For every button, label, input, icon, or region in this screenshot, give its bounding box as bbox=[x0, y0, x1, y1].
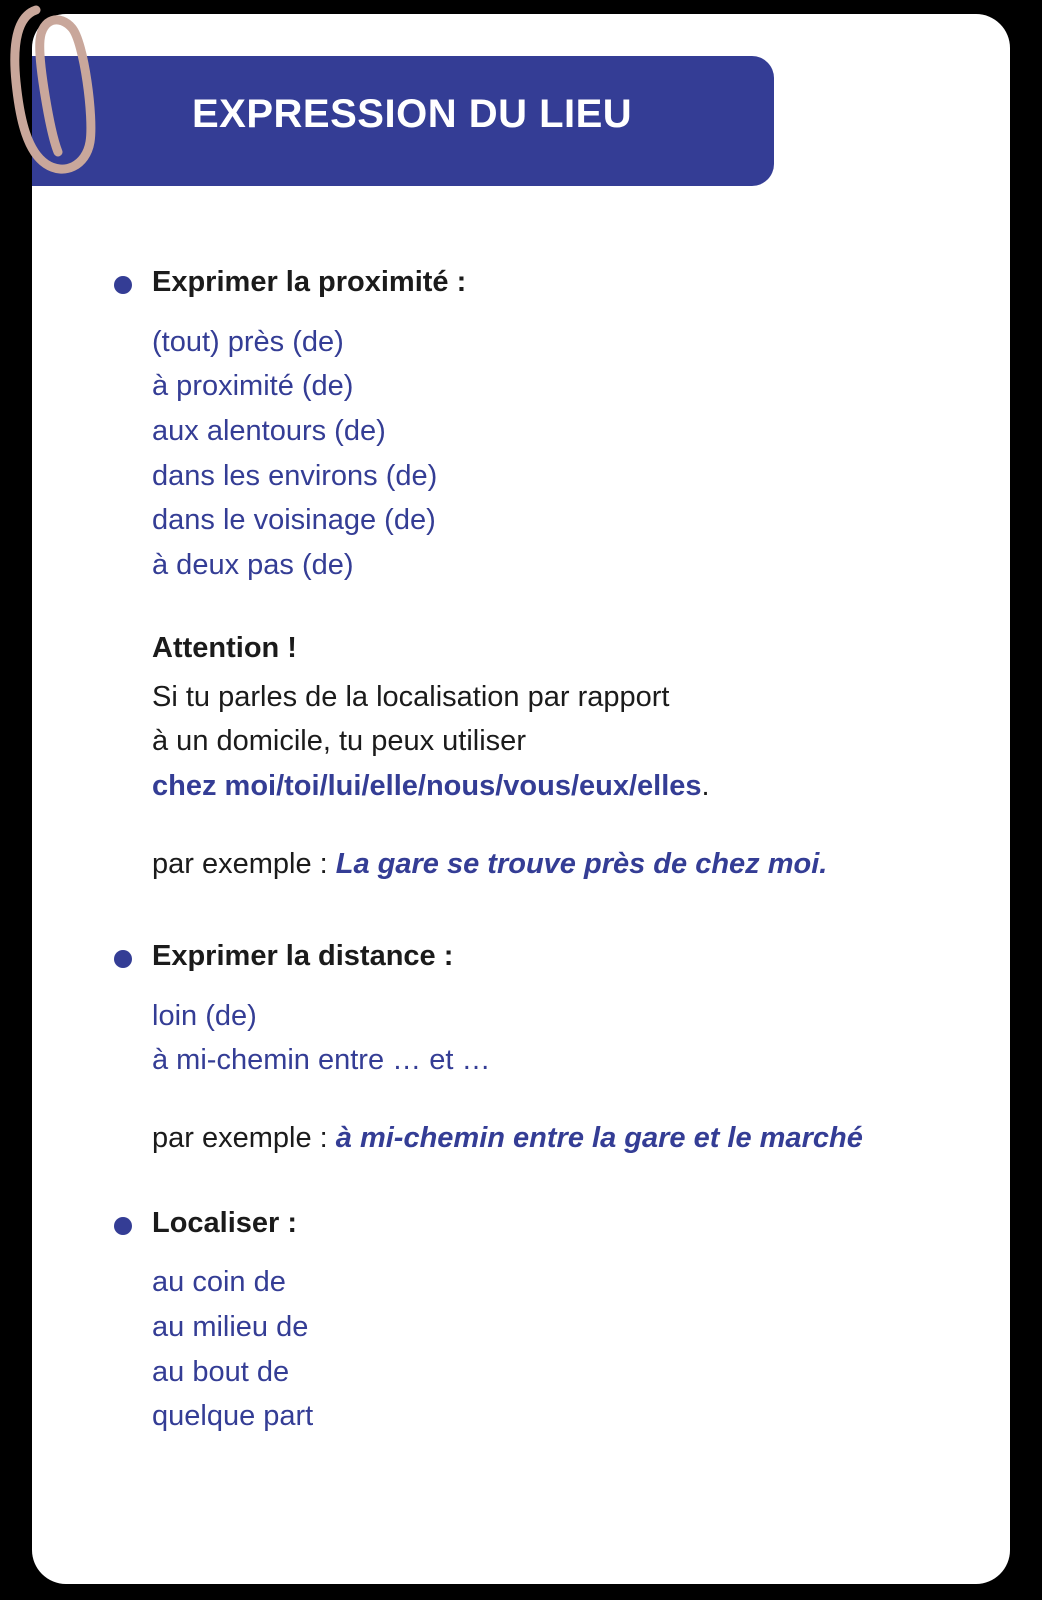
list-item: dans les environs (de) bbox=[152, 459, 438, 492]
list-item: loin (de) bbox=[152, 999, 257, 1032]
bullet-dot-icon bbox=[114, 950, 132, 968]
bullet-row-proximite bbox=[152, 264, 1010, 302]
list-item: aux alentours (de) bbox=[152, 415, 386, 447]
note-period: . bbox=[701, 769, 710, 802]
section-heading: Exprimer la distance : bbox=[152, 940, 454, 973]
example-prefix: par exemple : bbox=[152, 1122, 336, 1155]
pronoun-forms: chez moi/toi/lui/elle/nous/vous/eux/elles bbox=[152, 769, 702, 802]
list-item: quelque part bbox=[152, 1400, 314, 1433]
paperclip-icon bbox=[6, 2, 116, 192]
section-distance bbox=[32, 938, 1010, 1161]
section-heading: Exprimer la proximité : bbox=[152, 266, 467, 298]
card-content bbox=[32, 14, 1010, 1439]
list-item: au bout de bbox=[152, 1355, 290, 1388]
list-item: à mi-chemin entre … et … bbox=[152, 1044, 491, 1077]
expression-list-distance bbox=[152, 994, 1010, 1083]
expression-list-localiser bbox=[152, 1260, 1010, 1439]
example-prefix: par exemple : bbox=[152, 847, 336, 880]
list-item: au coin de bbox=[152, 1266, 286, 1299]
bullet-row-distance bbox=[152, 938, 1010, 976]
section-localiser bbox=[32, 1205, 1010, 1439]
note-card bbox=[32, 14, 1010, 1584]
bullet-dot-icon bbox=[114, 1217, 132, 1235]
example-distance bbox=[152, 1117, 872, 1161]
example-proximite bbox=[152, 843, 1010, 887]
example-text: La gare se trouve près de chez moi. bbox=[335, 847, 828, 880]
attention-heading: Attention ! bbox=[152, 631, 297, 664]
page-title: EXPRESSION DU LIEU bbox=[192, 92, 633, 136]
section-heading: Localiser : bbox=[152, 1206, 298, 1239]
note-line-highlight bbox=[152, 764, 1010, 809]
list-item: à deux pas (de) bbox=[152, 548, 354, 581]
note-line: Si tu parles de la localisation par rapport bbox=[152, 680, 670, 713]
section-proximite bbox=[32, 264, 1010, 886]
expression-list-proximite bbox=[152, 320, 1010, 588]
note-line: à un domicile, tu peux utiliser bbox=[152, 725, 526, 758]
list-item: dans le voisinage (de) bbox=[152, 504, 436, 537]
list-item: au milieu de bbox=[152, 1310, 309, 1343]
bullet-dot-icon bbox=[114, 276, 132, 294]
bullet-row-localiser bbox=[152, 1205, 1010, 1243]
example-text: à mi-chemin entre la gare et le marché bbox=[335, 1122, 863, 1155]
list-item: (tout) près (de) bbox=[152, 325, 344, 358]
list-item: à proximité (de) bbox=[152, 370, 354, 403]
